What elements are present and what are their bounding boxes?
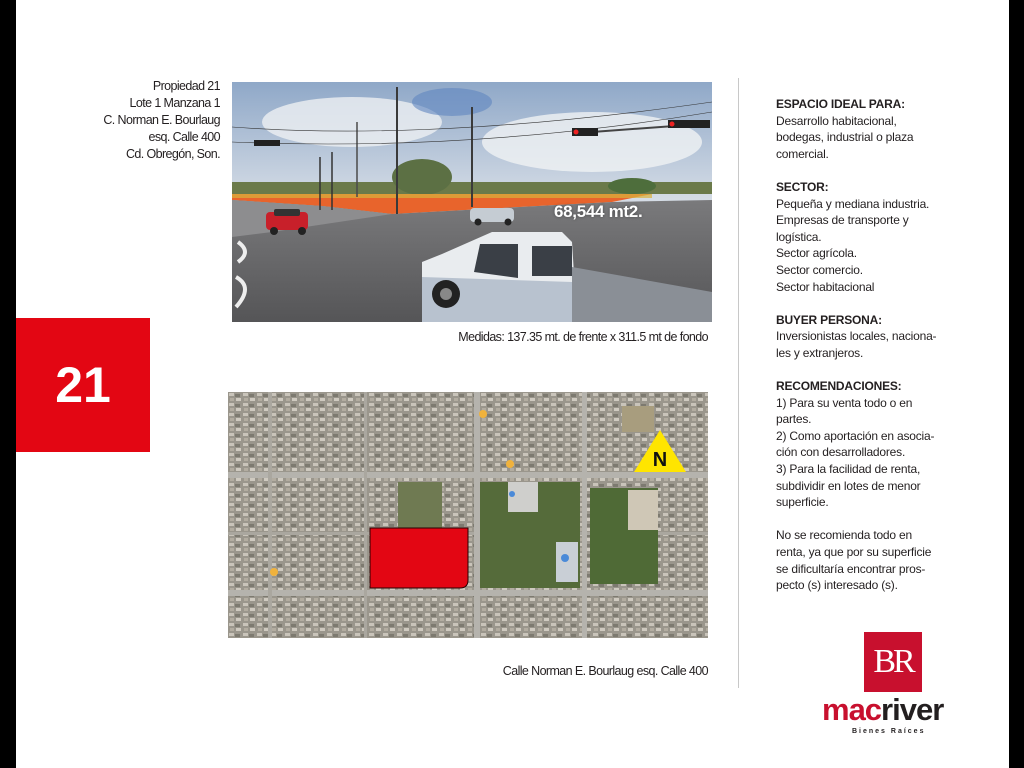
section-line: logística.	[776, 229, 822, 244]
property-lot-marker	[370, 528, 468, 588]
section-line: Sector comercio.	[776, 262, 863, 277]
macriver-logo	[816, 630, 966, 740]
address-line: esq. Calle 400	[148, 130, 220, 144]
section-recommendations	[776, 378, 966, 511]
property-address	[76, 78, 220, 163]
section-title: BUYER PERSONA:	[776, 312, 882, 327]
map-caption: Calle Norman E. Bourlaug esq. Calle 400	[502, 664, 708, 678]
section-line: Sector habitacional	[776, 279, 875, 294]
section-line: superficie.	[776, 495, 829, 510]
property-number-badge	[16, 318, 150, 452]
address-line: Propiedad 21	[152, 79, 220, 93]
section-line: subdividir en lotes de menor	[776, 478, 921, 493]
property-number: 21	[55, 357, 111, 413]
address-line: Lote 1 Manzana 1	[129, 96, 220, 110]
section-line: comercial.	[776, 146, 829, 161]
section-line: 3) Para la facilidad de renta,	[776, 462, 921, 477]
brand-name	[822, 692, 943, 728]
area-label: 68,544 mt2.	[554, 202, 643, 221]
section-line: bodegas, industrial o plaza	[776, 130, 914, 145]
section-title: ESPACIO IDEAL PARA:	[776, 97, 905, 111]
section-line: Sector agrícola.	[776, 246, 857, 261]
section-line: ción con desarrolladores.	[776, 445, 906, 460]
section-sector	[776, 179, 966, 295]
north-label: N	[652, 449, 668, 471]
brand-mac: mac	[822, 692, 882, 727]
section-line: partes.	[776, 412, 812, 427]
section-line: renta, ya que por su superficie	[776, 545, 932, 560]
aerial-map	[228, 392, 708, 638]
br-monogram-icon	[864, 632, 922, 692]
aerial-map-image	[228, 392, 708, 638]
property-info	[776, 96, 966, 610]
section-buyer-persona	[776, 312, 966, 362]
section-line: No se recomienda todo en	[776, 528, 912, 543]
section-line: Desarrollo habitacional,	[776, 113, 897, 128]
section-line: pecto (s) interesado (s).	[776, 578, 898, 593]
section-line: Empresas de transporte y	[776, 213, 909, 228]
address-line: Cd. Obregón, Son.	[125, 147, 220, 161]
address-line: C. Norman E. Bourlaug	[103, 113, 220, 127]
section-title: SECTOR:	[776, 179, 829, 194]
section-line: Pequeña y mediana industria.	[776, 196, 930, 211]
column-divider	[738, 78, 739, 688]
monogram-text: BR	[873, 643, 913, 680]
section-title: RECOMENDACIONES:	[776, 379, 902, 394]
section-line: se dificultaría encontrar pros-	[776, 561, 926, 576]
brochure-page	[16, 0, 1009, 768]
section-ideal-use	[776, 96, 966, 162]
section-line: les y extranjeros.	[776, 345, 864, 360]
section-line: 2) Como aportación en asocia-	[776, 428, 935, 443]
section-line: Inversionistas locales, naciona-	[776, 329, 937, 344]
brand-tagline: Bienes Raíces	[852, 728, 926, 735]
section-line: 1) Para su venta todo o en	[776, 395, 913, 410]
section-note	[776, 527, 966, 593]
measurements-caption: Medidas: 137.35 mt. de frente x 311.5 mt de fondo	[458, 330, 708, 344]
brand-river: river	[881, 692, 944, 727]
